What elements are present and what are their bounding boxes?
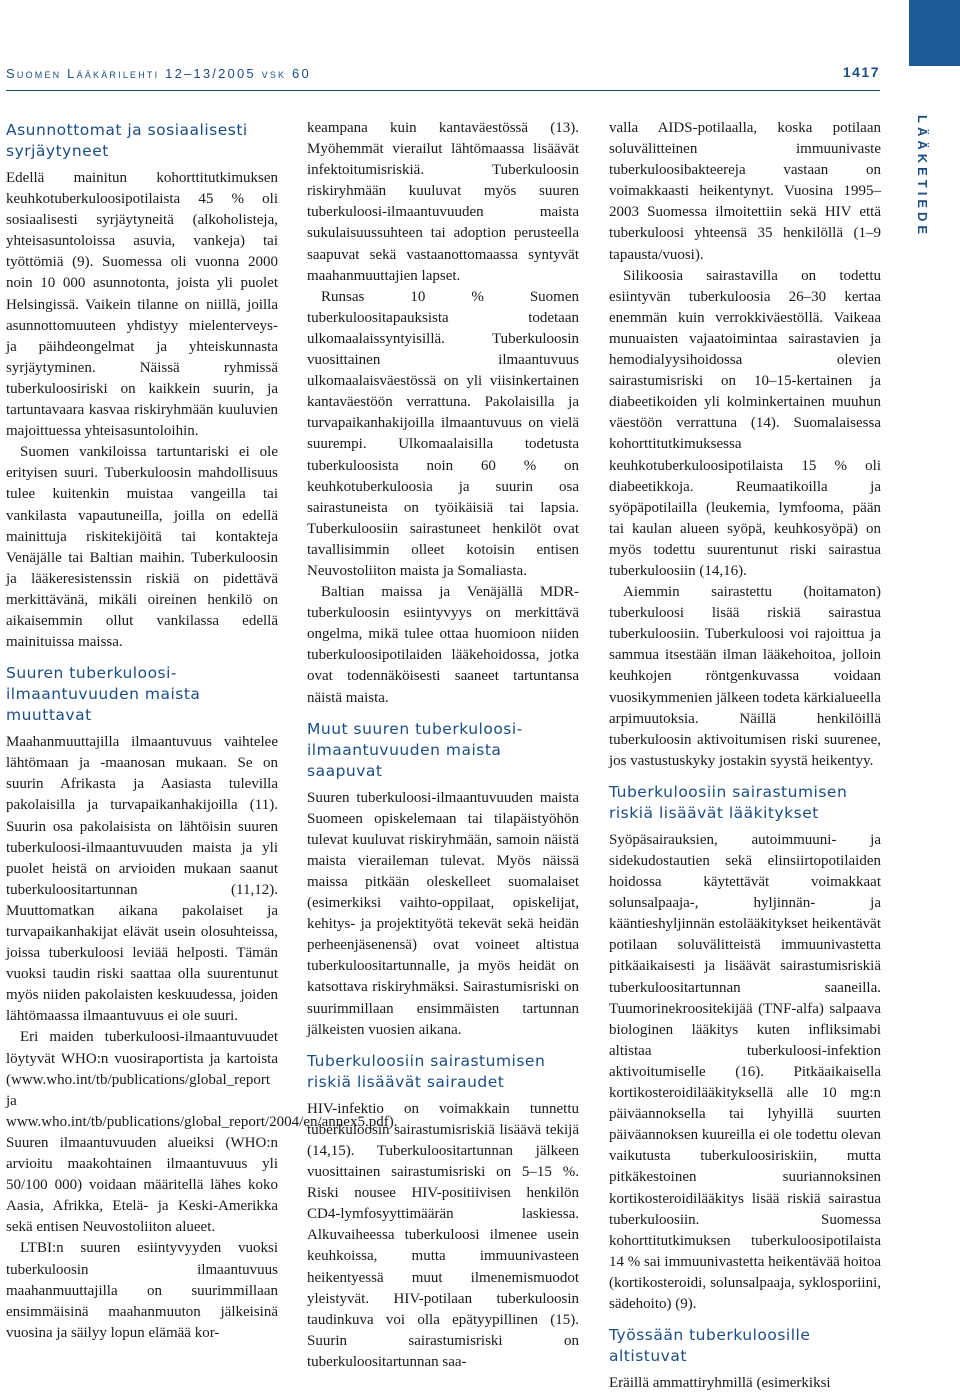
section-heading: Työssään tuberkuloosille altistuvat xyxy=(609,1326,811,1366)
header-rule xyxy=(6,90,880,91)
column-3 xyxy=(609,118,881,1394)
paragraph: LTBI:n suuren esiintyvyyden vuoksi tuberkuloosin ilmaantuvuus maahanmuuttajilla on suurimmillaan ensimmäisinä maahanmuuton jälkeisinä vuosina ja säilyy lopun elämää kor- xyxy=(6,1240,278,1341)
page-header xyxy=(6,66,880,88)
paragraph: Syöpäsairauksien, autoimmuuni- ja sidekudostautien sekä elinsiirtopotilaiden hoidossa käytettävät voimakkaat solunsalpaaja-, hyljinnän- ja kääntieshyljinnän estolääkitykset heikentävät potilaan soluvälitteistä immuunivastetta pitkäaikaisesti ja lisäävät sairastumisriskiä tuberkuloositartunnan saaneilla. Tuumorinekroositekijää (TNF-alfa) salpaava biologinen lääkitys kuten infliksimabi altistaa tuberkuloosi-infektion aktivoitumiselle (16). Pitkäaikaisella kortikosteroidilääkityksellä alle 10 mg:n päiväannoksella tai lyhyillä suurten päiväannoksen kuureilla ei ole todettu olevan vaikutusta tuberkuloosiriskiin, mutta pitkäkestoinen suuriannoksinen kortikosteroidilääkitys lisää riskiä sairastua tuberkuloosiin. Suomessa kohorttitutkimuksen tuberkuloosipotilaista 14 % sai immuunivastetta heikentävää hoitoa (kortikosteroidi, solunsalpaaja, syklosporiini, sädehoito) (9). xyxy=(609,831,882,1312)
paragraph: Eräillä ammattiryhmillä (esimerkiksi xyxy=(609,1375,831,1392)
section-heading: Tuberkuloosiin sairastumisen riskiä lisäävät lääkitykset xyxy=(609,782,848,822)
paragraph: Suomen vankiloissa tartuntariski ei ole erityisen suuri. Tuberkuloosin mahdollisuus tulee kuitenkin muistaa vangeilla tai vankilasta vapautuneilla, joilla on edellä mainittuja riskitekijöitä tai kontakteja Venäjälle tai Baltian maihin. Tuberkuloosin ja lääkeresistenssin riskiä on pidettävä merkittävänä, mikäli oireinen henkilö on aikaisemmin ollut vankilassa edellä mainituissa maissa. xyxy=(6,444,278,651)
paragraph: Silikoosia sairastavilla on todettu esiintyvän tuberkuloosia 26–30 kertaa enemmän kuin verrokkiväestöllä. Vaikeaa munuaisten vajaatoimintaa sairastavien ja hemodialyysihoidossa olevien sairastumisriski on 10–15-kertainen ja diabeetikoiden yli kolminkertainen muuhun väestöön verrattuna (14). Suomalaisessa kohorttitutkimuksessa keuhkotuberkuloosipotilaista 15 % oli diabeetikkoja. Reumaatikoilla ja syöpäpotilailla (leukemia, lymfooma, pään tai kaulan alueen syöpä, keuhkosyöpä) on myös todettu suurentunut riski sairastua tuberkuloosiin (14,16). xyxy=(609,267,881,579)
paragraph: valla AIDS-potilaalla, koska potilaan soluvälitteinen immuunivaste tuberkuloosibakteereja vastaan on voimakkaasti heikentynyt. Vuosina 1995–2003 Suomessa ilmoitettiin sekä HIV että tuberkuloosi yhteensä 35 henkilöllä (1–9 tapausta/vuosi). xyxy=(609,120,881,263)
page-number: 1417 xyxy=(842,64,880,80)
paragraph: Maahanmuuttajilla ilmaantuvuus vaihtelee lähtömaan ja -maanosan mukaan. Se on suurin Afrikasta ja Aasiasta tulevilla pakolaisilla ja turvapaikanhakijoilla (11). Suurin osa pakolaisista on lähtöisin suuren tuberkuloosi-ilmaantuvuuden maista ja yli puolet heistä on arvioiden mukaan saanut tuberkuloositartunnan (11,12). Muuttomatkan aikana pakolaiset ja turvapaikanhakijat elävät usein olosuhteissa, joissa tuberkuloosi leviää helposti. Tämän vuoksi taudin riski saattaa olla suurentunut myös niiden pakolaisten keskuudessa, joiden lähtömaassa ilmaantuvuus ei ole suuri. xyxy=(6,734,278,1025)
paragraph: Baltian maissa ja Venäjällä MDR-tuberkuloosin esiintyvyys on merkittävä ongelma, mikä tulee ottaa huomioon niiden tuberkuloosipotilaiden lääkehoidossa, jotka ovat todennäköisesti saaneet tartuntansa näistä maista. xyxy=(307,584,579,706)
column-2 xyxy=(307,118,579,1373)
running-head: Suomen Lääkärilehti 12–13/2005 vsk 60 xyxy=(6,66,311,81)
paragraph: Suuren tuberkuloosi-ilmaantuvuuden maista Suomeen opiskelemaan tai tilapäistyöhön tulevat kuuluvat riskiryhmään, samoin näistä maista vieraileman tulevat. Myös näissä maissa pitkään oleskelleet suomalaiset (esimerkiksi vaihto-oppilaat, opiskelijat, kehitys- ja projektityötä tekevät sekä heidän perheenjäsenensä) ovat voineet altistua tuberkuloositartunnalle, ja myös heidät on katsottava riskiryhmäksi. Sairastumisriski on suurimmillaan ensimmäisten tartunnan jälkeisten vuosien aikana. xyxy=(307,789,579,1038)
paragraph: Edellä mainitun kohorttitutkimuksen keuhkotuberkuloosipotilaista 45 % oli sosiaalisesti syrjäytyneitä (alkoholisteja, yhteisasuntoloissa asuvia, vankeja) tai työttömiä (9). Suomessa oli vuonna 2000 noin 10 000 asunnotonta, joista yli puolet Helsingissä. Vaikein tilanne on niillä, joilla asunnottomuuteen yhdistyy mielenterveys- ja päihdeongelmat ja yhteiskunnasta syrjäytyminen. Näissä ryhmissä tuberkuloosiriski on kaikkein suurin, ja tartuntavaara kasvaa riskiryhmään kuuluvien majoittuessa yhteisasuntoloihin. xyxy=(6,170,278,440)
section-heading: Suuren tuberkuloosi-ilmaantuvuuden maista muuttavat xyxy=(6,664,201,725)
column-1 xyxy=(6,118,398,1344)
section-heading: Asunnottomat ja sosiaalisesti syrjäytyneet xyxy=(6,121,248,160)
corner-color-block xyxy=(909,0,960,66)
section-heading: Tuberkuloosiin sairastumisen riskiä lisäävät sairaudet xyxy=(307,1051,546,1091)
paragraph: Aiemmin sairastettu (hoitamaton) tuberkuloosi lisää riskiä sairastua tuberkuloosiin. Tuberkuloosi voi rajoittua ja sammua itsestään ilman lääkehoitoa, jolloin keuhkojen röntgenkuvassa voidaan vuosikymmenien jälkeen todeta kärkialueella arpimuutoksia. Näillä henkilöillä tuberkuloosin aktivoitumisen riski suurenee, jos vastustuskyky jostakin syystä heikentyy. xyxy=(609,584,881,769)
paragraph: Runsas 10 % Suomen tuberkuloositapauksista todetaan ulkomaalaissyntyisillä. Tuberkuloosin vuosittainen ilmaantuvuus ulkomaalaisväestössä on yli viisinkertainen kantaväestöön verrattuna. Pakolaisilla ja turvapaikanhakijoilla ilmaantuvuus on vielä suurempi. Ulkomaalaisilla todetusta tuberkuloosista noin 60 % on keuhkotuberkuloosia ja suurin osa sairastuneista on työikäisiä tai lapsia. Tuberkuloosiin sairastuneet henkilöt ovat tavallisimmin olleet kotoisin entisen Neuvostoliiton maista ja Somaliasta. xyxy=(307,288,579,579)
paragraph: HIV-infektio on voimakkain tunnettu tuberkuloosin sairastumisriskiä lisäävä tekijä (14,15). Tuberkuloositartunnan jälkeen vuosittainen sairastumisriski on 5–15 %. Riski nousee HIV-positiivisen henkilön CD4-lymfosyyttimäärän laskiessa. Alkuvaiheessa tuberkuloosi ilmenee usein keuhkoissa, mutta immuunivasteen heikentyessä muut ilmenemismuodot yleistyvät. HIV-potilaan tuberkuloosin taudinkuva voi olla epätyypillinen (15). Suurin sairastumisriski on tuberkuloositartunnan saa- xyxy=(307,1100,579,1370)
paragraph: keampana kuin kantaväestössä (13). Myöhemmät vierailut lähtömaassa lisäävät infektoitumisriskiä. Tuberkuloosin riskiryhmään kuuluvat myös suuren tuberkuloosi-ilmaantuvuuden maista sukulaisuussuhteen tai adoption perusteella saapuvat sekä vastaanottomaassa syntyvät maahanmuuttajien lapset. xyxy=(307,120,579,284)
section-heading: Muut suuren tuberkuloosi-ilmaantuvuuden maista saapuvat xyxy=(307,719,523,780)
section-tab: LÄÄKETIEDE xyxy=(915,115,930,239)
paragraph: Eri maiden tuberkuloosi-ilmaantuvuudet löytyvät WHO:n vuosiraportista ja kartoista (www.who.int/tb/publications/global_report ja www.who.int/tb/publications/global_report/2004/en/annex5.pdf). Suuren ilmaantuvuuden alueiksi (WHO:n arvioitu maakohtainen ilmaantuvuus yli 50/100 000) voidaan määritellä lähes koko Aasia, Afrikka, Etelä- ja Keski-Amerikka sekä entisen Neuvostoliiton alueet. xyxy=(6,1029,398,1236)
